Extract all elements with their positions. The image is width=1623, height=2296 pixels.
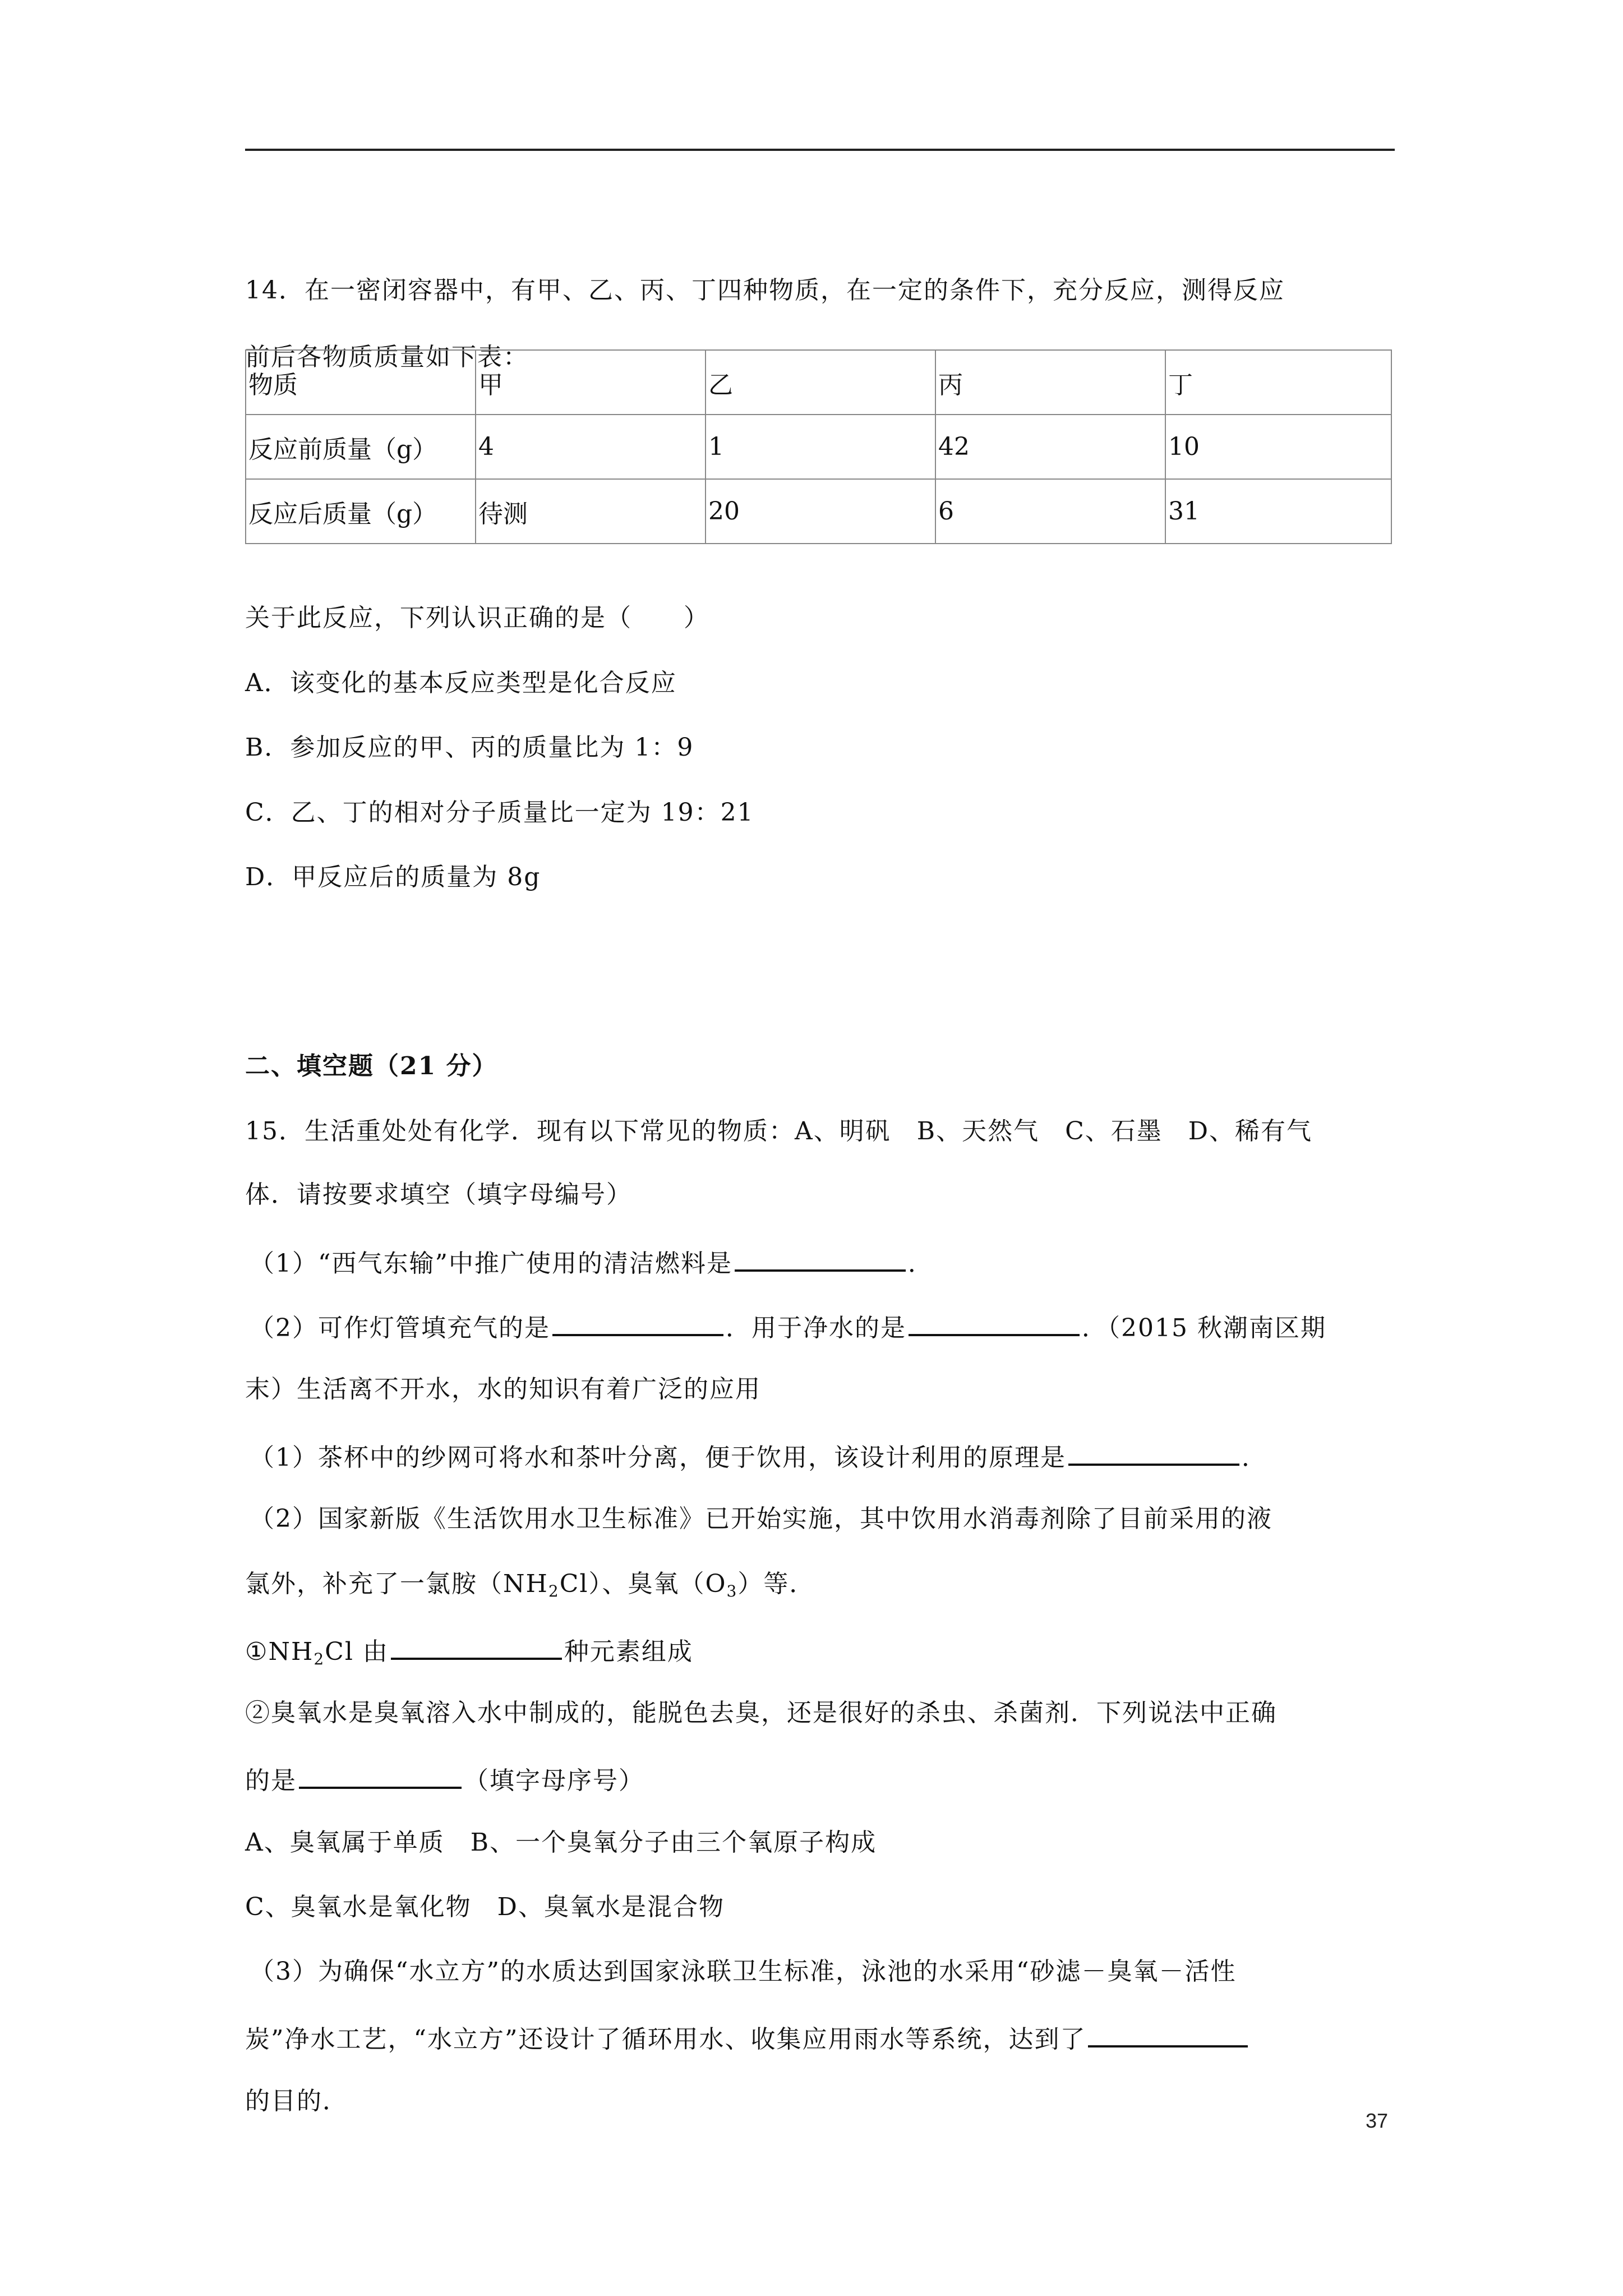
q15-part5: （2）国家新版《生活饮用水卫生标准》已开始实施，其中饮用水消毒剂除了目前采用的液 [250,1504,1272,1533]
text-segment: ．（2015 秋潮南区期 [1082,1314,1326,1342]
page-number: 37 [1366,2109,1389,2132]
answer-blank[interactable] [391,1632,562,1660]
text-segment: ）等． [737,1570,815,1598]
table-row [246,350,1391,415]
mass-table [245,349,1392,544]
text-segment: Cl 由 [325,1637,389,1666]
q14-option-d: D．甲反应后的质量为 8g [245,863,541,891]
subscript: 3 [726,1582,738,1600]
text-segment: （1）“西气东输”中推广使用的清洁燃料是 [250,1249,732,1278]
q14-stem-line1: 14．在一密闭容器中，有甲、乙、丙、丁四种物质，在一定的条件下，充分反应，测得反应 [245,276,1285,305]
section-title: 二、填空题（21 分） [245,1052,498,1080]
text-segment: 的是 [245,1766,297,1795]
subscript: 2 [313,1650,325,1668]
text-segment: ． [907,1249,934,1278]
q15-line1: 15．生活重处处有化学．现有以下常见的物质：A、明矾 B、天然气 C、石墨 D、稀有气 [245,1117,1313,1145]
q14-stem-line2: 前后各物质质量如下表： [245,343,529,371]
q14-option-a: A．该变化的基本反应类型是化合反应 [245,669,677,697]
q15-part1 [250,1244,934,1281]
q14-option-c: C．乙、丁的相对分子质量比一定为 19：21 [245,798,754,827]
table-cell: 丁 [1165,350,1391,415]
table-cell: 物质 [246,350,476,415]
q14-question: 关于此反应，下列认识正确的是（ ） [245,604,709,632]
answer-blank[interactable] [1088,2019,1248,2047]
answer-blank[interactable] [299,1761,462,1789]
table-cell: 31 [1165,479,1391,544]
q15-part10: A、臭氧属于单质 B、一个臭氧分子由三个氧原子构成 [245,1828,877,1857]
q15-part11: C、臭氧水是氧化物 D、臭氧水是混合物 [245,1893,725,1921]
table-cell: 甲 [476,350,706,415]
q15-part12: （3）为确保“水立方”的水质达到国家泳联卫生标准，泳池的水采用“砂滤－臭氧－活性 [250,1957,1237,1986]
q15-part7 [245,1632,693,1676]
text-segment: （1）茶杯中的纱网可将水和茶叶分离，便于饮用，该设计利用的原理是 [250,1443,1066,1472]
table-cell: 42 [935,415,1165,479]
table-cell: 反应后质量（g） [246,479,476,544]
table-cell: 4 [476,415,706,479]
table-cell: 6 [935,479,1165,544]
text-segment: 炭”净水工艺，“水立方”还设计了循环用水、收集应用雨水等系统，达到了 [245,2025,1086,2054]
q15-part4 [250,1438,1267,1475]
q15-part8: ②臭氧水是臭氧溶入水中制成的，能脱色去臭，还是很好的杀虫、杀菌剂．下列说法中正确 [245,1699,1277,1727]
q15-part2 [250,1308,1326,1345]
text-segment: Cl）、臭氧（O [559,1570,727,1598]
text-segment: 种元素组成 [564,1637,693,1666]
table-cell: 1 [706,415,935,479]
text-segment: （2）可作灯管填充气的是 [250,1314,550,1342]
table-row [246,415,1391,479]
q15-part14: 的目的． [245,2087,348,2115]
q15-line2: 体．请按要求填空（填字母编号） [245,1180,632,1209]
table-cell: 反应前质量（g） [246,415,476,479]
table-cell: 乙 [706,350,935,415]
text-segment: ①NH [245,1637,314,1666]
q14-option-b: B．参加反应的甲、丙的质量比为 1：9 [245,733,694,762]
q15-part3: 末）生活离不开水，水的知识有着广泛的应用 [245,1375,761,1404]
header-rule [245,149,1395,151]
table-row [246,479,1391,544]
answer-blank[interactable] [909,1308,1080,1336]
q15-part9 [245,1761,644,1798]
table-cell: 待测 [476,479,706,544]
text-segment: ． [1242,1443,1267,1472]
text-segment: 氯外，补充了一氯胺（NH [245,1570,548,1598]
text-segment: ．用于净水的是 [726,1314,906,1342]
table-cell: 10 [1165,415,1391,479]
subscript: 2 [548,1582,560,1600]
table-cell: 丙 [935,350,1165,415]
answer-blank[interactable] [552,1308,723,1336]
q15-part6 [245,1567,815,1608]
answer-blank[interactable] [735,1244,906,1272]
answer-blank[interactable] [1068,1438,1239,1466]
table-cell: 20 [706,479,935,544]
q15-part13 [245,2019,1250,2056]
text-segment: （填字母序号） [464,1766,644,1795]
